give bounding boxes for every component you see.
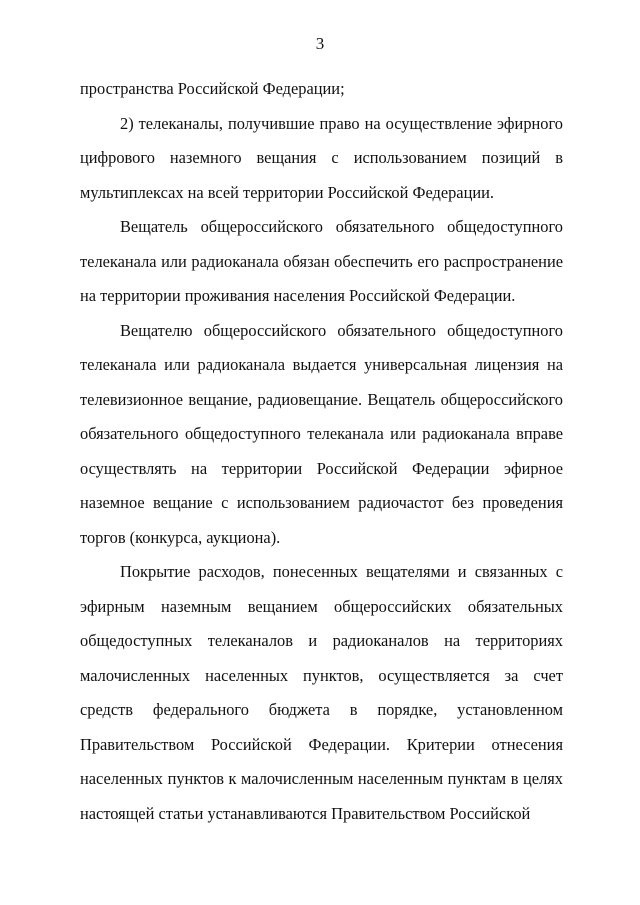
page-number: 3 xyxy=(315,34,325,53)
paragraph-item-2: 2) телеканалы, получившие право на осуществление эфирного цифрового наземного вещания с использованием позиций в мультиплексах на всей территории Российской Федерации. xyxy=(80,113,563,202)
paragraph-broadcaster-obligation: Вещатель общероссийского обязательного общедоступного телеканала или радиоканала обязан обеспечить его распространение на территории проживания населения Российской Федерации. xyxy=(80,217,563,305)
document-body xyxy=(80,72,563,831)
paragraph-cost-coverage: Покрытие расходов, понесенных вещателями и связанных с эфирным наземным вещанием общероссийских обязательных общедоступных телеканалов и радиоканалов на территориях малочисленных населенных пунктов, осуществляется за счет средств федерального бюджета в порядке, установленном Правительством Российской Федерации. Критерии отнесения населенных пунктов к малочисленным населенным пунктам в целях настоящей статьи устанавливаются Правительством Российской xyxy=(80,562,563,823)
paragraph-continuation: пространства Российской Федерации; xyxy=(80,79,345,98)
paragraph-license: Вещателю общероссийского обязательного общедоступного телеканала или радиоканала выдается универсальная лицензия на телевизионное вещание, радиовещание. Вещатель общероссийского обязательного общедоступного телеканала или радиоканала вправе осуществлять на территории Российской Федерации эфирное наземное вещание с использованием радиочастот без проведения торгов (конкурса, аукциона). xyxy=(80,320,563,547)
